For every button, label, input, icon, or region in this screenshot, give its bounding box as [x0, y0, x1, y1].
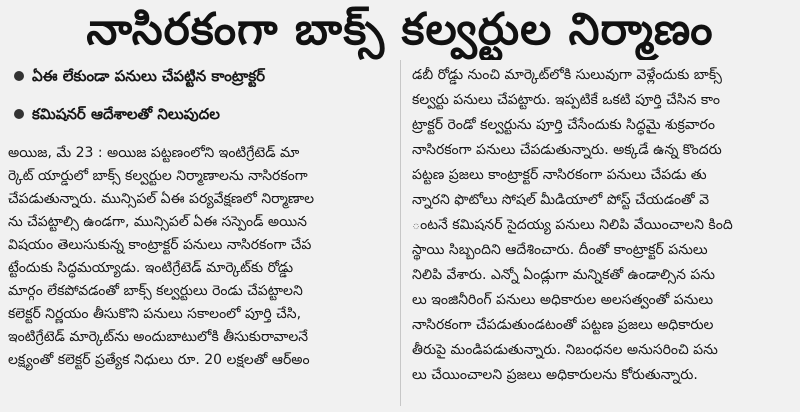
subheading-2 [8, 98, 220, 130]
body-line: ఇంటిగ్రేటెడ్ మార్కెట్‌ను అందుబాటులోకి తీసుకురావాలనే [8, 329, 309, 345]
headline: నాసిరకంగా బాక్స్ కల్వర్టుల నిర్మాణం [86, 4, 714, 55]
bullet-icon [14, 71, 24, 81]
bullet-icon [14, 109, 24, 119]
body-line: నాసిరకంగా పనులు చేపడుతున్నారు. అక్కడే ఉన్న కొందరు [412, 142, 722, 158]
body-line: చేపడుతున్నారు. మున్సిపల్ ఏఈ పర్యవేక్షణలో నిర్మాణాల [8, 191, 315, 207]
body-line: కలెక్టర్ నిర్ణయం తీసుకొని పనులు సకాలంలో పూర్తి చేసి, [8, 306, 302, 322]
body-line: లు ఇంజినీరింగ్ పనులు అధికారుల అలసత్వంతో పనులు [412, 292, 714, 308]
body-line: నిలిపి వేశారు. ఎన్నో ఏండ్లుగా మన్నికతో ఉండాల్సిన పను [412, 267, 715, 283]
body-line: న్నారని ఫొటోలు సోషల్ మీడియాలో పోస్ట్ చేయడంతో వె [412, 192, 710, 208]
column-divider [400, 60, 401, 406]
body-line: ట్రాక్టర్ రెండో కల్వర్టును పూర్తి చేసేందుకు సిద్ధమై శుక్రవారం [412, 117, 715, 133]
body-line: మార్గం లేకపోవడంతో బాక్స్ కల్వర్టులు రెండు చేపట్టాలని [8, 283, 303, 299]
body-line: స్థాయి సిబ్బందిని ఆదేశించారు. దీంతో కాంట్రాక్టర్ పనులు [412, 242, 708, 258]
body-line: డబీ రోడ్డు నుంచి మార్కెట్‌లోకి సులువుగా వెళ్లేందుకు బాక్స్ [412, 67, 722, 83]
body-line: పట్టణ ప్రజలు కాంట్రాక్టర్ నాసిరకంగా పనులు చేపడు తు [412, 167, 707, 183]
body-line: లు చేయించాలని ప్రజలు అధికారులను కోరుతున్నారు. [412, 367, 698, 383]
body-line: అయిజ, మే 23 : అయిజ పట్టణంలోని ఇంటిగ్రేటెడ్ మా [8, 145, 300, 161]
subheading-1 [8, 60, 265, 92]
body-line: లక్ష్యంతో కలెక్టర్ ప్రత్యేక నిధులు రూ. 20 లక్షలతో ఆర్అం [8, 352, 310, 368]
body-line: ను చేపట్టాల్సి ఉండగా, మున్సిపల్ ఏఈ సస్పెండ్ అయిన [8, 214, 307, 230]
subheading-text: కమిషనర్ ఆదేశాలతో నిలుపుదల [32, 105, 220, 123]
body-line: ట్టేందుకు సిద్ధమయ్యాడు. ఇంటిగ్రేటెడ్ మార్కెట్‌కు రోడ్డు [8, 260, 294, 276]
subheading-text: ఏఈ లేకుండా పనులు చేపట్టిన కాంట్రాక్టర్ [32, 67, 266, 85]
body-line: విషయం తెలుసుకున్న కాంట్రాక్టర్ పనులు నాసిరకంగా చేప [8, 237, 312, 253]
body-line: నాసిరకంగా చేపడుతుండటంతో పట్టణ ప్రజలు అధికారుల [412, 317, 714, 333]
body-line: తీరుపై మండిపడుతున్నారు. నిబంధనల అనుసరించి పను [412, 342, 718, 358]
body-line: కల్వర్టు పనులు చేపట్టారు. ఇప్పటికే ఒకటి పూర్తి చేసిన కాం [412, 92, 720, 108]
body-line: ంటనే కమిషనర్ సైదయ్య పనులు నిలిపి వేయించాలని కింది [412, 217, 733, 233]
body-line: ర్కెట్ యార్డులో బాక్స్ కల్వర్టుల నిర్మాణాలను నాసిరకంగా [8, 168, 308, 184]
